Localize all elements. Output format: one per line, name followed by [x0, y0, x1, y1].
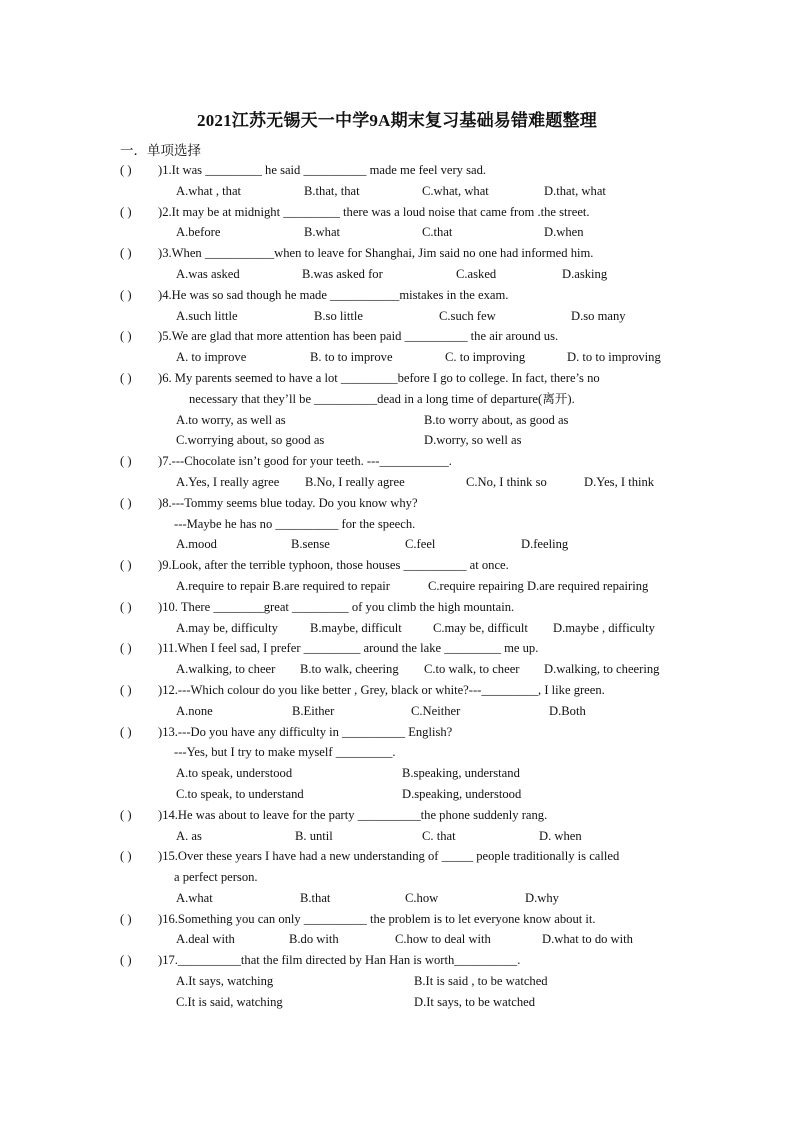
- option-item: A.before: [176, 225, 221, 240]
- options-row: [0, 992, 794, 1013]
- answer-bracket: ( ): [120, 641, 132, 656]
- answer-bracket: ( ): [120, 807, 132, 822]
- options-row: [0, 826, 794, 847]
- answer-bracket: ( ): [120, 329, 132, 344]
- question-12: [0, 680, 794, 722]
- option-item: C.asked: [456, 266, 497, 281]
- answer-bracket: ( ): [120, 454, 132, 469]
- question-continuation-line: [0, 514, 794, 535]
- question-14: [0, 805, 794, 847]
- question-10: [0, 597, 794, 639]
- question-stem-line: [0, 638, 794, 659]
- option-item: A.may be, difficulty: [176, 620, 278, 635]
- option-item: A.to speak, understood: [176, 766, 293, 781]
- option-item: B.speaking, understand: [402, 766, 520, 781]
- answer-bracket: ( ): [120, 849, 132, 864]
- question-stem: )10. There ________great _________ of you climb the high mountain.: [158, 599, 515, 614]
- answer-bracket: ( ): [120, 246, 132, 261]
- question-list: [0, 160, 794, 1013]
- question-stem-line: [0, 160, 794, 181]
- question-continuation-line: [0, 389, 794, 410]
- question-stem: )14.He was about to leave for the party __________the phone suddenly rang.: [158, 807, 548, 822]
- question-stem: )12.---Which colour do you like better , Grey, black or white?---_________, I like green.: [158, 682, 605, 697]
- answer-bracket: ( ): [120, 495, 132, 510]
- question-continuation: ---Yes, but I try to make myself _________.: [174, 745, 396, 760]
- option-item: B.No, I really agree: [305, 474, 405, 489]
- question-stem: )13.---Do you have any difficulty in __________ English?: [158, 724, 453, 739]
- option-item: A.It says, watching: [176, 974, 274, 989]
- answer-bracket: ( ): [120, 163, 132, 177]
- question-stem-line: [0, 326, 794, 347]
- option-item: D.worry, so well as: [424, 433, 522, 448]
- answer-bracket: ( ): [120, 558, 132, 573]
- option-item: B.to worry about, as good as: [424, 412, 569, 427]
- question-stem-line: [0, 555, 794, 576]
- option-item: B.that, that: [304, 183, 360, 198]
- question-2: [0, 202, 794, 244]
- option-item: D. to to improving: [567, 350, 661, 365]
- question-stem: )11.When I feel sad, I prefer _________ around the lake _________ me up.: [158, 641, 539, 656]
- question-7: [0, 451, 794, 493]
- option-item: D.asking: [562, 266, 608, 281]
- option-item: B.maybe, difficult: [310, 620, 402, 635]
- question-stem: )6. My parents seemed to have a lot _________before I go to college. In fact, there’s no: [158, 370, 600, 385]
- question-stem: )17.__________that the film directed by Han Han is worth__________.: [158, 953, 521, 968]
- question-stem-line: [0, 680, 794, 701]
- question-16: [0, 909, 794, 951]
- option-item: A. to improve: [176, 350, 247, 365]
- option-item: C.what, what: [422, 183, 489, 198]
- option-item: C.that: [422, 225, 453, 240]
- question-stem: )15.Over these years I have had a new understanding of _____ people traditionally is called: [158, 849, 620, 864]
- question-continuation: ---Maybe he has no __________ for the speech.: [174, 516, 416, 531]
- question-stem-line: [0, 451, 794, 472]
- options-row: [0, 347, 794, 368]
- question-stem: )9.Look, after the terrible typhoon, those houses __________ at once.: [158, 558, 509, 573]
- option-item: B.so little: [314, 308, 363, 323]
- option-item: D.that, what: [544, 183, 606, 198]
- option-item: A.mood: [176, 537, 217, 552]
- option-item: C. that: [422, 828, 456, 843]
- option-item: A.walking, to cheer: [176, 662, 276, 677]
- option-item: B. to to improve: [310, 350, 393, 365]
- question-stem: )7.---Chocolate isn’t good for your teeth. ---___________.: [158, 454, 452, 469]
- question-continuation: necessary that they’ll be __________dead in a long time of departure(离开).: [189, 391, 575, 406]
- option-item: B. until: [295, 828, 333, 843]
- option-item: A.what: [176, 890, 213, 905]
- option-item: B.do with: [289, 932, 339, 947]
- question-stem: )8.---Tommy seems blue today. Do you know why?: [158, 495, 418, 510]
- option-item: B.Either: [292, 703, 335, 718]
- section-heading: 一．单项选择: [120, 143, 201, 158]
- options-row: [0, 971, 794, 992]
- option-item: C.feel: [405, 537, 436, 552]
- answer-bracket: ( ): [120, 724, 132, 739]
- question-stem: )16.Something you can only __________ the problem is to let everyone know about it.: [158, 911, 596, 926]
- option-item: C.such few: [439, 308, 496, 323]
- option-item: D.maybe , difficulty: [553, 620, 655, 635]
- question-stem-line: [0, 202, 794, 223]
- option-item: D.It says, to be watched: [414, 994, 536, 1009]
- option-item: D.Both: [549, 703, 586, 718]
- option-item: C.No, I think so: [466, 474, 547, 489]
- option-item: C.require repairing D.are required repairing: [428, 578, 649, 593]
- options-row: [0, 888, 794, 909]
- question-13: [0, 722, 794, 805]
- question-17: [0, 950, 794, 1012]
- option-item: C.to speak, to understand: [176, 786, 304, 801]
- question-stem-line: [0, 243, 794, 264]
- option-item: C.to walk, to cheer: [424, 662, 520, 677]
- question-continuation: a perfect person.: [174, 870, 258, 885]
- option-item: C.how to deal with: [395, 932, 491, 947]
- option-item: A.such little: [176, 308, 238, 323]
- answer-bracket: ( ): [120, 953, 132, 968]
- options-row: [0, 618, 794, 639]
- options-row: [0, 576, 794, 597]
- question-stem: )2.It may be at midnight _________ there was a loud noise that came from .the street.: [158, 204, 590, 219]
- question-11: [0, 638, 794, 680]
- question-stem-line: [0, 909, 794, 930]
- question-stem-line: [0, 722, 794, 743]
- options-row: [0, 659, 794, 680]
- options-row: [0, 222, 794, 243]
- options-row: [0, 430, 794, 451]
- options-row: [0, 763, 794, 784]
- option-item: D. when: [539, 828, 582, 843]
- option-item: D.so many: [571, 308, 626, 323]
- option-item: A. as: [176, 828, 202, 843]
- options-row: [0, 701, 794, 722]
- answer-bracket: ( ): [120, 287, 132, 302]
- options-row: [0, 181, 794, 202]
- option-item: A.what , that: [176, 183, 242, 198]
- question-stem-line: [0, 805, 794, 826]
- answer-bracket: ( ): [120, 599, 132, 614]
- question-stem-line: [0, 950, 794, 971]
- question-continuation-line: [0, 867, 794, 888]
- option-item: C. to improving: [445, 350, 526, 365]
- option-item: B.that: [300, 890, 331, 905]
- answer-bracket: ( ): [120, 911, 132, 926]
- option-item: B.sense: [291, 537, 330, 552]
- answer-bracket: ( ): [120, 204, 132, 219]
- options-row: [0, 410, 794, 431]
- option-item: C.Neither: [411, 703, 461, 718]
- option-item: A.require to repair B.are required to repair: [176, 578, 390, 593]
- question-stem-line: [0, 368, 794, 389]
- options-row: [0, 472, 794, 493]
- option-item: D.what to do with: [542, 932, 633, 947]
- option-item: D.Yes, I think: [584, 474, 655, 489]
- option-item: C.may be, difficult: [433, 620, 528, 635]
- question-stem: )4.He was so sad though he made ___________mistakes in the exam.: [158, 287, 509, 302]
- question-15: [0, 846, 794, 908]
- option-item: D.why: [525, 890, 559, 905]
- answer-bracket: ( ): [120, 682, 132, 697]
- options-row: [0, 534, 794, 555]
- question-6: [0, 368, 794, 451]
- option-item: C.worrying about, so good as: [176, 433, 325, 448]
- option-item: C.how: [405, 890, 439, 905]
- question-stem-line: [0, 493, 794, 514]
- option-item: B.was asked for: [302, 266, 383, 281]
- option-item: B.to walk, cheering: [300, 662, 399, 677]
- options-row: [0, 306, 794, 327]
- option-item: D.when: [544, 225, 584, 240]
- options-row: [0, 264, 794, 285]
- question-1: [0, 160, 794, 202]
- option-item: C.It is said, watching: [176, 994, 283, 1009]
- question-continuation-line: [0, 742, 794, 763]
- option-item: B.what: [304, 225, 341, 240]
- option-item: A.deal with: [176, 932, 235, 947]
- question-5: [0, 326, 794, 368]
- answer-bracket: ( ): [120, 370, 132, 385]
- options-row: [0, 784, 794, 805]
- option-item: A.was asked: [176, 266, 240, 281]
- question-9: [0, 555, 794, 597]
- option-item: A.none: [176, 703, 213, 718]
- option-item: A.Yes, I really agree: [176, 474, 280, 489]
- question-3: [0, 243, 794, 285]
- options-row: [0, 929, 794, 950]
- question-8: [0, 493, 794, 555]
- option-item: D.speaking, understood: [402, 786, 522, 801]
- question-stem: )1.It was _________ he said __________ made me feel very sad.: [158, 163, 487, 177]
- question-stem: )5.We are glad that more attention has been paid __________ the air around us.: [158, 329, 559, 344]
- page-title: 2021江苏无锡天一中学9A期末复习基础易错难题整理: [197, 111, 597, 130]
- option-item: D.walking, to cheering: [544, 662, 660, 677]
- option-item: B.It is said , to be watched: [414, 974, 548, 989]
- question-stem: )3.When ___________when to leave for Shanghai, Jim said no one had informed him.: [158, 246, 594, 261]
- question-4: [0, 285, 794, 327]
- question-stem-line: [0, 285, 794, 306]
- question-stem-line: [0, 846, 794, 867]
- option-item: D.feeling: [521, 537, 569, 552]
- question-stem-line: [0, 597, 794, 618]
- option-item: A.to worry, as well as: [176, 412, 286, 427]
